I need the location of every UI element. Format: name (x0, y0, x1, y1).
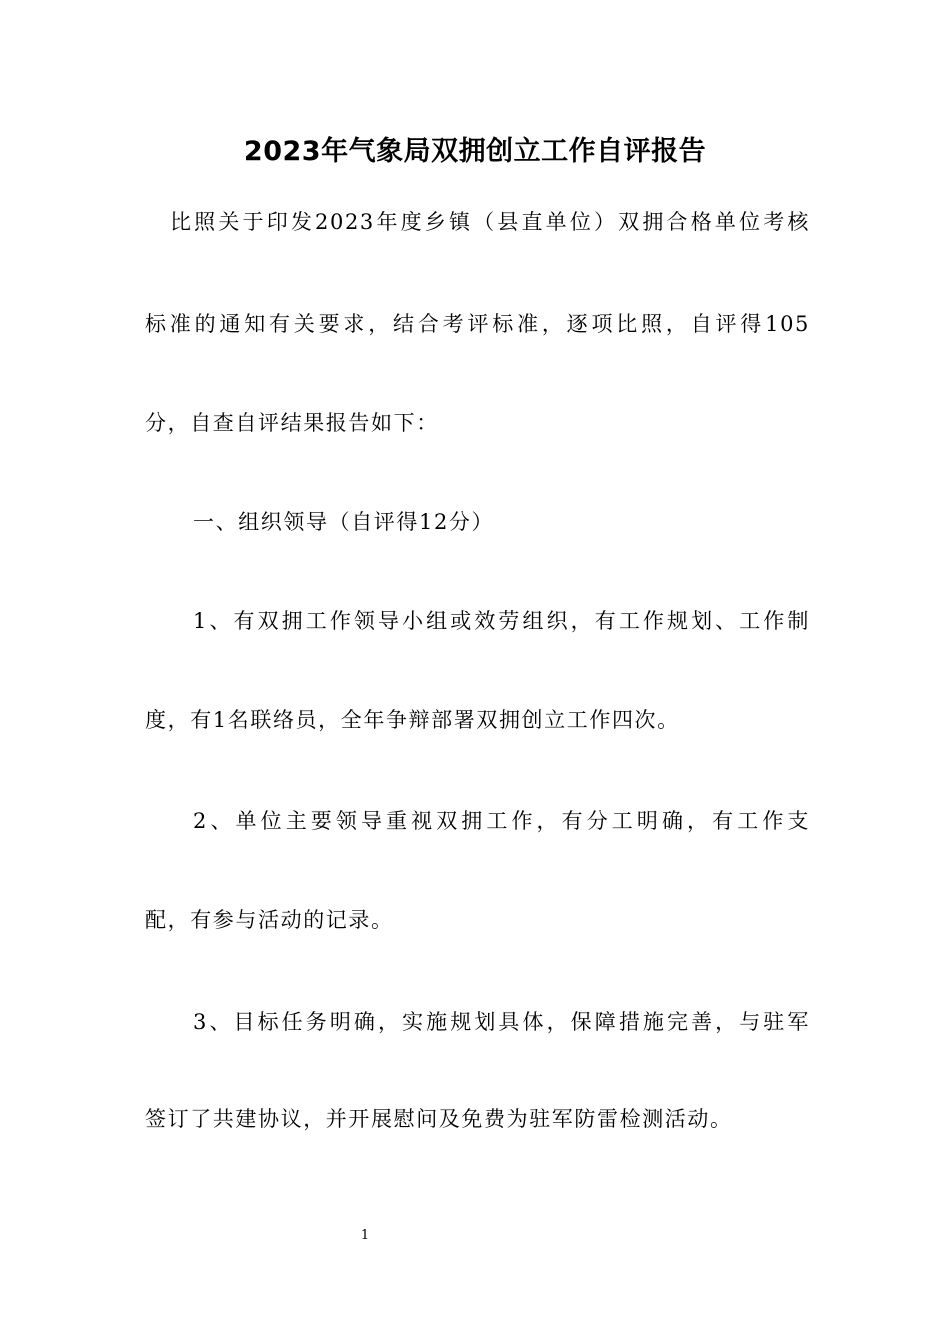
paragraph-line: 配，有参与活动的记录。 (145, 908, 394, 932)
paragraph-line: 3、目标任务明确，实施规划具体，保障措施完善，与驻军 (193, 1010, 810, 1034)
document-title: 2023年气象局双拥创立工作自评报告 (243, 136, 707, 167)
section-heading: 一、组织领导（自评得12分） (193, 510, 495, 534)
paragraph-line: 分，自查自评结果报告如下： (145, 411, 439, 435)
paragraph-line: 比照关于印发2023年度乡镇（县直单位）双拥合格单位考核 (170, 210, 810, 234)
paragraph-line: 1、有双拥工作领导小组或效劳组织，有工作规划、工作制 (193, 609, 810, 633)
paragraph-line: 2、单位主要领导重视双拥工作，有分工明确，有工作支 (193, 809, 810, 833)
paragraph-line: 标准的通知有关要求，结合考评标准，逐项比照，自评得105 (145, 312, 810, 336)
paragraph-line: 签订了共建协议，并开展慰问及免费为驻军防雷检测活动。 (145, 1107, 733, 1131)
paragraph-line: 度，有1名联络员，全年争辩部署双拥创立工作四次。 (145, 708, 680, 732)
page-number: 1 (360, 1228, 370, 1243)
